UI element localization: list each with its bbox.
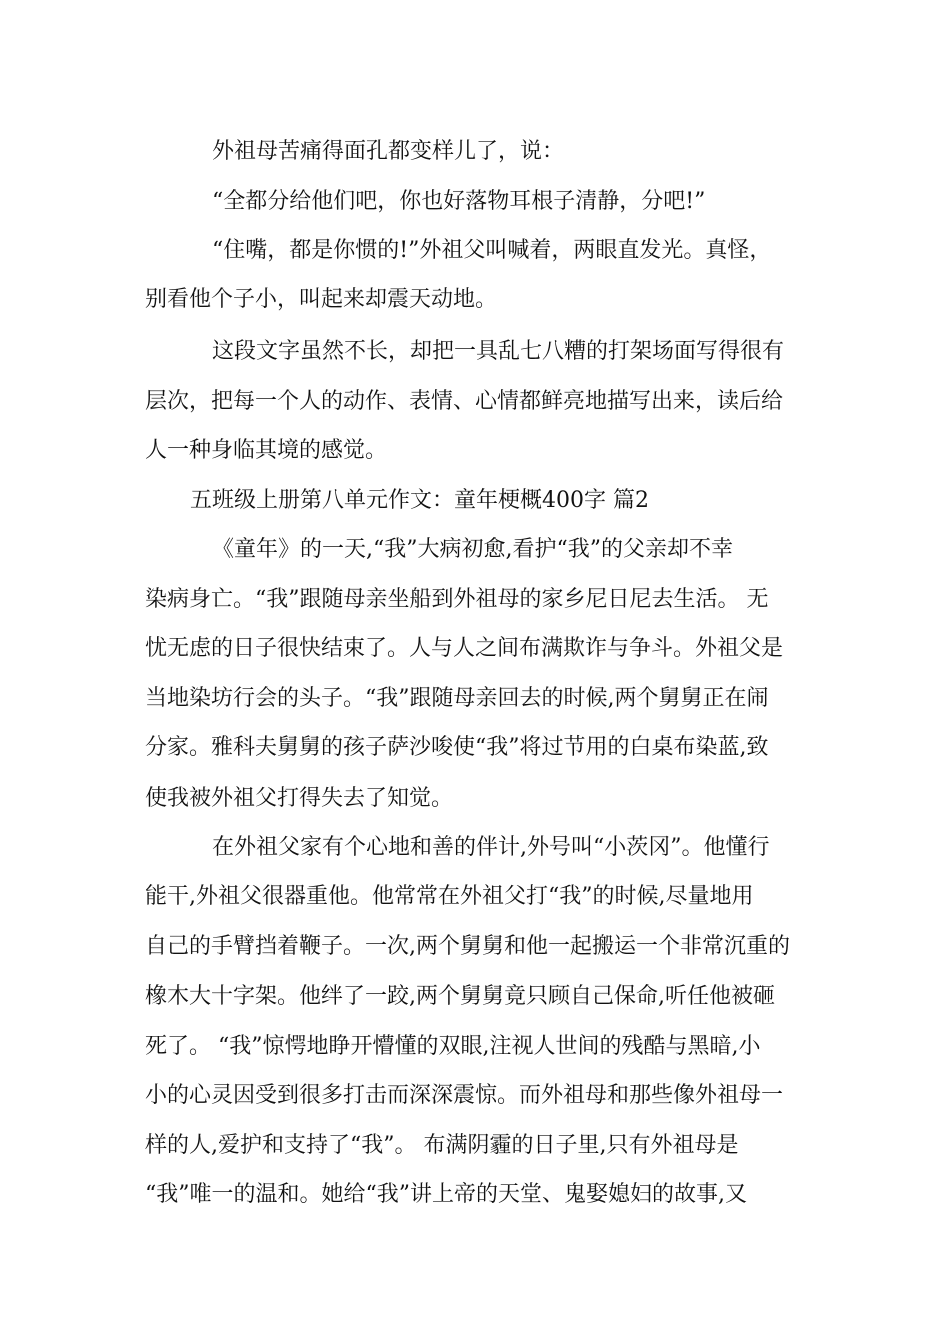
section-heading: 五班级上册第八单元作文：童年梗概400字 篇2 bbox=[190, 488, 649, 513]
text-line: “全都分给他们吧，你也好落物耳根子清静，分吧!” bbox=[212, 189, 706, 214]
text-line: 在外祖父家有个心地和善的伴计,外号叫“小茨冈”。他懂行 bbox=[212, 835, 770, 860]
text-line: 当地染坊行会的头子。“我”跟随母亲回去的时候,两个舅舅正在闹 bbox=[145, 686, 769, 711]
text-line: 这段文字虽然不长，却把一具乱七八糟的打架场面写得很有 bbox=[212, 339, 785, 364]
text-line: 分家。雅科夫舅舅的孩子萨沙唆使“我”将过节用的白桌布染蓝,致 bbox=[145, 735, 769, 760]
text-line: 染病身亡。“我”跟随母亲坐船到外祖母的家乡尼日尼去生活。 无 bbox=[145, 587, 769, 612]
text-line: 外祖母苦痛得面孔都变样儿了，说： bbox=[212, 139, 565, 164]
text-line: 别看他个子小，叫起来却震天动地。 bbox=[145, 287, 498, 312]
text-line: 人一种身临其境的感觉。 bbox=[145, 438, 388, 463]
text-line: 使我被外祖父打得失去了知觉。 bbox=[145, 786, 454, 811]
text-line: 样的人,爱护和支持了“我”。 布满阴霾的日子里,只有外祖母是 bbox=[145, 1133, 739, 1158]
text-line: 小的心灵因受到很多打击而深深震惊。而外祖母和那些像外祖母一 bbox=[145, 1083, 784, 1108]
text-line: 层次，把每一个人的动作、表情、心情都鲜亮地描写出来，读后给 bbox=[145, 389, 784, 414]
text-line: “我”唯一的温和。她给“我”讲上帝的天堂、鬼娶媳妇的故事,又 bbox=[145, 1182, 747, 1207]
text-line: 《童年》的一天,“我”大病初愈,看护“我”的父亲却不幸 bbox=[212, 537, 733, 562]
text-line: 自己的手臂挡着鞭子。一次,两个舅舅和他一起搬运一个非常沉重的 bbox=[145, 934, 790, 959]
text-line: 忧无虑的日子很快结束了。人与人之间布满欺诈与争斗。外祖父是 bbox=[145, 636, 784, 661]
text-line: 能干,外祖父很器重他。他常常在外祖父打“我”的时候,尽量地用 bbox=[145, 884, 754, 909]
text-line: 死了。 “我”惊愕地睁开懵懂的双眼,注视人世间的残酷与黑暗,小 bbox=[145, 1034, 761, 1059]
text-line: “住嘴，都是你惯的!”外祖父叫喊着，两眼直发光。真怪， bbox=[212, 238, 772, 263]
text-line: 橡木大十字架。他绊了一跤,两个舅舅竟只顾自己保命,听任他被砸 bbox=[145, 984, 775, 1009]
